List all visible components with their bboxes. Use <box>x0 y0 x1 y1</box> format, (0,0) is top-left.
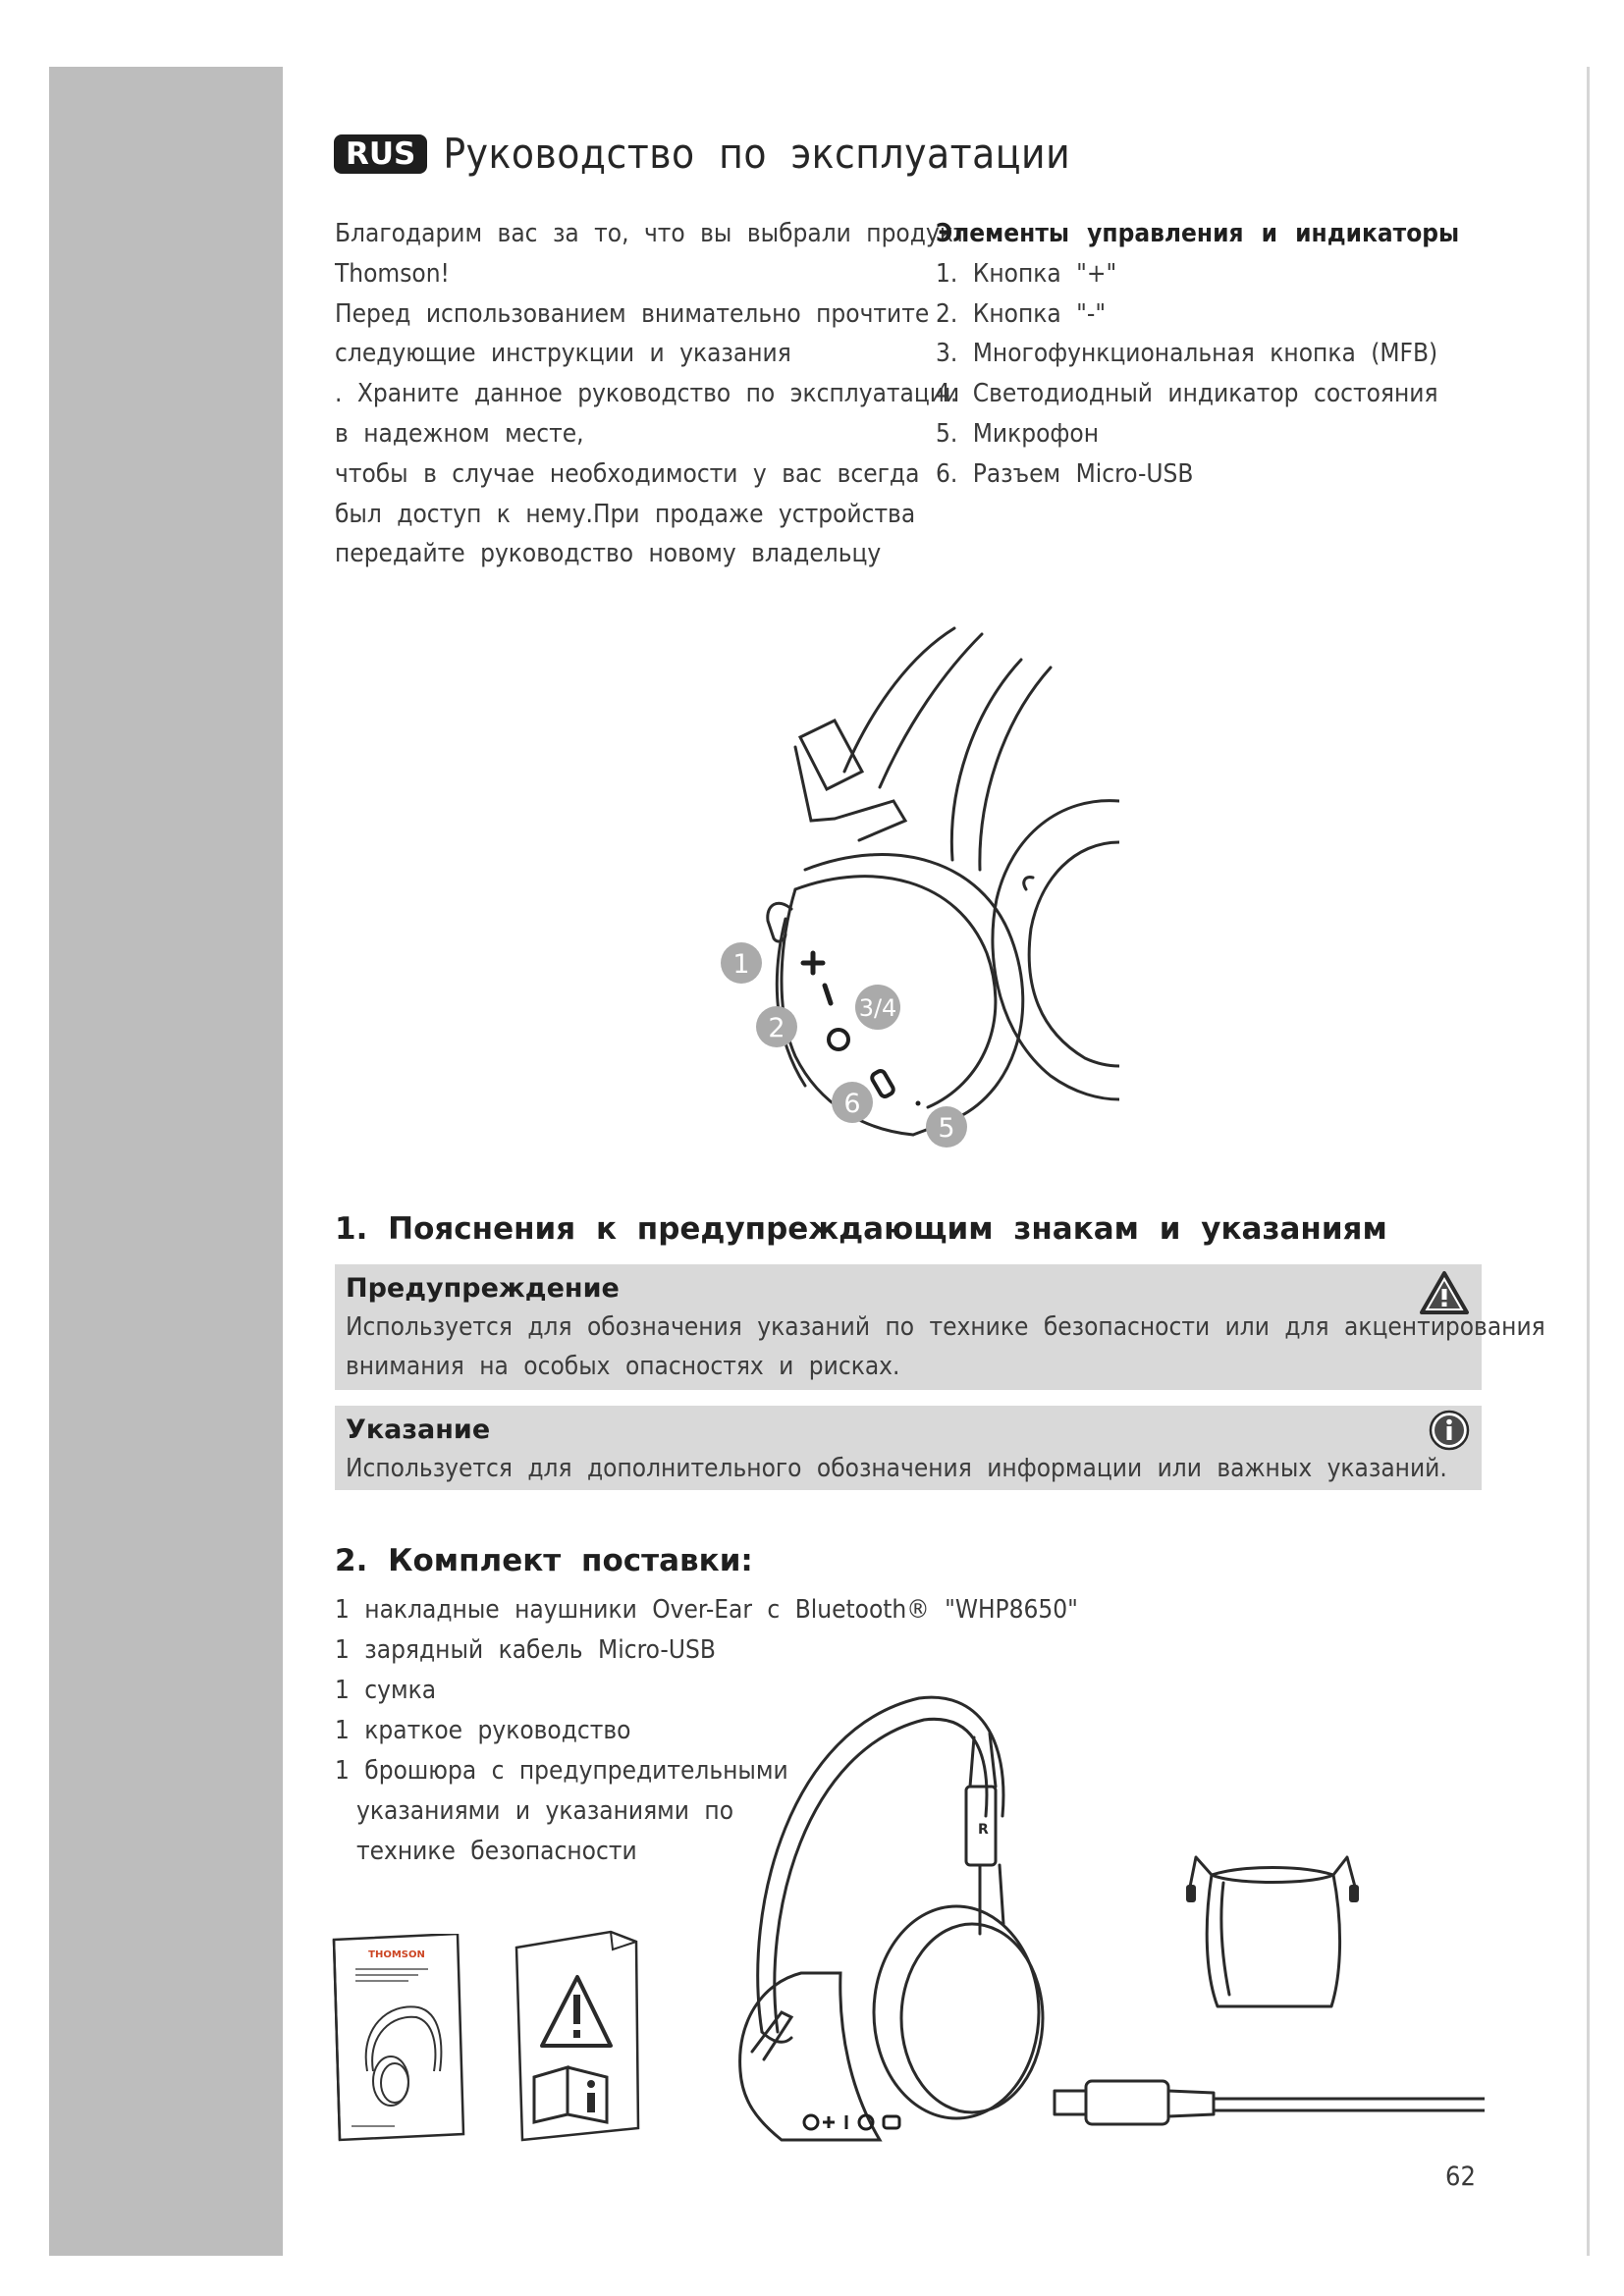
callout-1 <box>721 942 762 984</box>
warning-text-line: внимания на особых опасностях и рисках. <box>346 1352 900 1381</box>
warning-box <box>335 1264 1545 1390</box>
note-box <box>335 1406 1482 1490</box>
language-badge: RUS <box>334 134 427 174</box>
carry-bag-illustration <box>1184 1828 1361 2014</box>
callout-label: 2 <box>768 1013 785 1043</box>
scope-item: технике безопасности <box>356 1837 637 1866</box>
right-edge-rule <box>1587 67 1590 2256</box>
controls-item: 1. Кнопка "+" <box>936 258 1117 289</box>
section2-title: 2. Комплект поставки: <box>335 1543 753 1578</box>
warning-text-line: Используется для обозначения указаний по технике безопасности или для акцентирования <box>346 1312 1545 1342</box>
callout-5 <box>926 1106 967 1148</box>
controls-item: 5. Микрофон <box>936 418 1100 449</box>
hp-logo-mark: R <box>978 1822 989 1838</box>
section1-title: 1. Пояснения к предупреждающим знакам и указаниям <box>335 1211 1387 1247</box>
page-number: 62 <box>1445 2162 1476 2192</box>
callout-label: 5 <box>938 1113 955 1144</box>
scope-item: 1 краткое руководство <box>335 1716 631 1745</box>
intro-line: был доступ к нему.При продаже устройства <box>335 499 916 529</box>
callout-label: 6 <box>843 1089 861 1119</box>
headphones-illustration <box>723 1679 1047 2150</box>
scope-item: 1 накладные наушники Over-Ear с Bluetooth® "WHP8650" <box>335 1595 1078 1625</box>
intro-line: чтобы в случае необходимости у вас всегда <box>335 458 920 489</box>
gray-margin-band <box>49 67 283 2256</box>
controls-item: 6. Разъем Micro-USB <box>936 458 1194 489</box>
intro-line: . Храните данное руководство по эксплуатации <box>335 379 960 409</box>
controls-item: 2. Кнопка "-" <box>936 298 1107 329</box>
intro-text <box>335 214 967 574</box>
warning-title: Предупреждение <box>346 1273 620 1304</box>
warning-triangle-icon <box>1419 1270 1470 1315</box>
intro-line: Перед использованием внимательно прочтите <box>335 298 930 329</box>
intro-line: Благодарим вас за то, что вы выбрали продукт <box>335 219 967 248</box>
note-title: Указание <box>346 1415 491 1445</box>
page-heading <box>334 130 1070 178</box>
callout-6 <box>832 1082 873 1123</box>
callout-2 <box>756 1006 797 1047</box>
info-circle-icon <box>1429 1410 1470 1451</box>
controls-title: Элементы управления и индикаторы <box>936 219 1460 248</box>
quick-guide-illustration <box>330 1934 467 2146</box>
scope-item: указаниями и указаниями по <box>356 1796 734 1826</box>
safety-brochure-illustration <box>513 1930 644 2146</box>
note-text: Используется для дополнительного обозначения информации или важных указаний. <box>346 1454 1447 1483</box>
controls-item: 3. Многофункциональная кнопка (MFB) <box>936 339 1438 369</box>
scope-item: 1 сумка <box>335 1676 437 1705</box>
warning-text <box>346 1308 1545 1386</box>
intro-line: в надежном месте, <box>335 418 584 449</box>
usb-cable-illustration <box>1047 2075 1489 2134</box>
headphone-controls-diagram <box>687 624 1119 1174</box>
scope-item: 1 зарядный кабель Micro-USB <box>335 1635 716 1665</box>
controls-item: 4. Светодиодный индикатор состояния <box>936 379 1438 409</box>
callout-label: 1 <box>732 949 750 980</box>
booklet-brand: THOMSON <box>368 1949 425 1960</box>
intro-line: следующие инструкции и указания <box>335 339 791 369</box>
callout-label: 3/4 <box>858 994 897 1022</box>
intro-line: передайте руководство новому владельцу <box>335 539 882 569</box>
controls-list <box>936 214 1564 495</box>
intro-line: Thomson! <box>335 258 450 289</box>
scope-item: 1 брошюра с предупредительными <box>335 1756 788 1786</box>
page-title: Руководство по эксплуатации <box>443 130 1071 178</box>
callout-3-4 <box>855 985 900 1030</box>
